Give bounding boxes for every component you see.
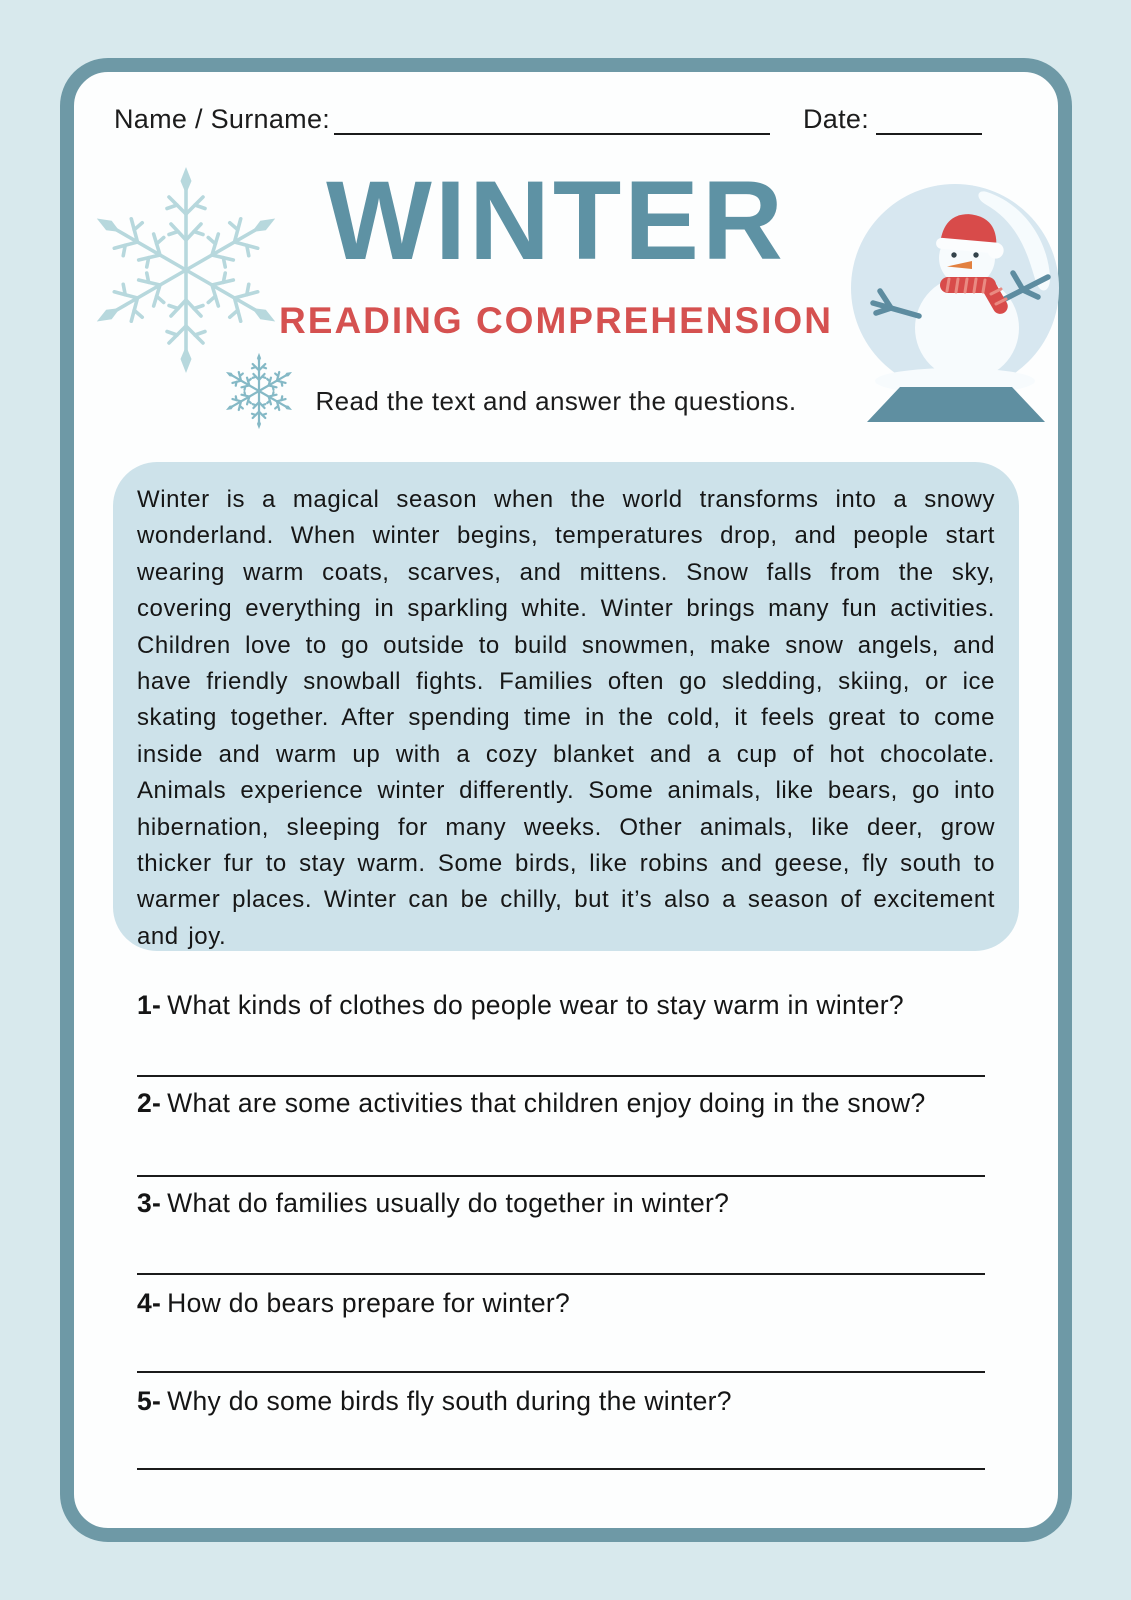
question-number: 3- [137, 1188, 162, 1218]
answer-line[interactable] [137, 1273, 985, 1275]
question-row [137, 1188, 987, 1219]
question-text: What kinds of clothes do people wear to stay warm in winter? [167, 990, 904, 1020]
question-number: 5- [137, 1386, 162, 1416]
date-write-line[interactable] [876, 133, 982, 135]
answer-line[interactable] [137, 1175, 985, 1177]
passage-text: Winter is a magical season when the world transforms into a snowy wonderland. When winter begins, temperatures drop, and people start wearing warm coats, scarves, and mittens. Snow falls from the sky, covering everything in sparkling white. Winter brings many fun activities. Children love to go outside to build snowmen, make snow angels, and have friendly snowball fights. Families often go sledding, skiing, or ice skating together. After spending time in the cold, it feels great to come inside and warm up with a cozy blanket and a cup of hot chocolate. Animals experience winter differently. Some animals, like bears, go into hibernation, sleeping for many weeks. Other animals, like deer, grow thicker fur to stay warm. Some birds, like robins and geese, fly south to warmer places. Winter can be chilly, but it’s also a season of excitement and joy. [137, 486, 995, 950]
question-text: What do families usually do together in winter? [167, 1188, 730, 1218]
passage-box [113, 462, 1019, 951]
question-text: Why do some birds fly south during the winter? [167, 1386, 732, 1416]
question-row [137, 1288, 987, 1319]
answer-line[interactable] [137, 1371, 985, 1373]
question-row [137, 1386, 987, 1417]
page-subtitle: READING COMPREHENSION [279, 300, 833, 341]
question-number: 4- [137, 1288, 162, 1318]
name-surname-label: Name / Surname: [114, 104, 331, 134]
name-write-line[interactable] [334, 133, 770, 135]
question-row [137, 990, 987, 1021]
date-label: Date: [803, 104, 870, 134]
question-text: What are some activities that children enjoy doing in the snow? [167, 1088, 926, 1118]
page-title: WINTER [326, 158, 786, 283]
question-number: 2- [137, 1088, 162, 1118]
question-text: How do bears prepare for winter? [167, 1288, 571, 1318]
answer-line[interactable] [137, 1075, 985, 1077]
question-number: 1- [137, 990, 162, 1020]
answer-line[interactable] [137, 1468, 985, 1470]
question-row [137, 1088, 987, 1119]
instruction-text: Read the text and answer the questions. [315, 386, 797, 416]
